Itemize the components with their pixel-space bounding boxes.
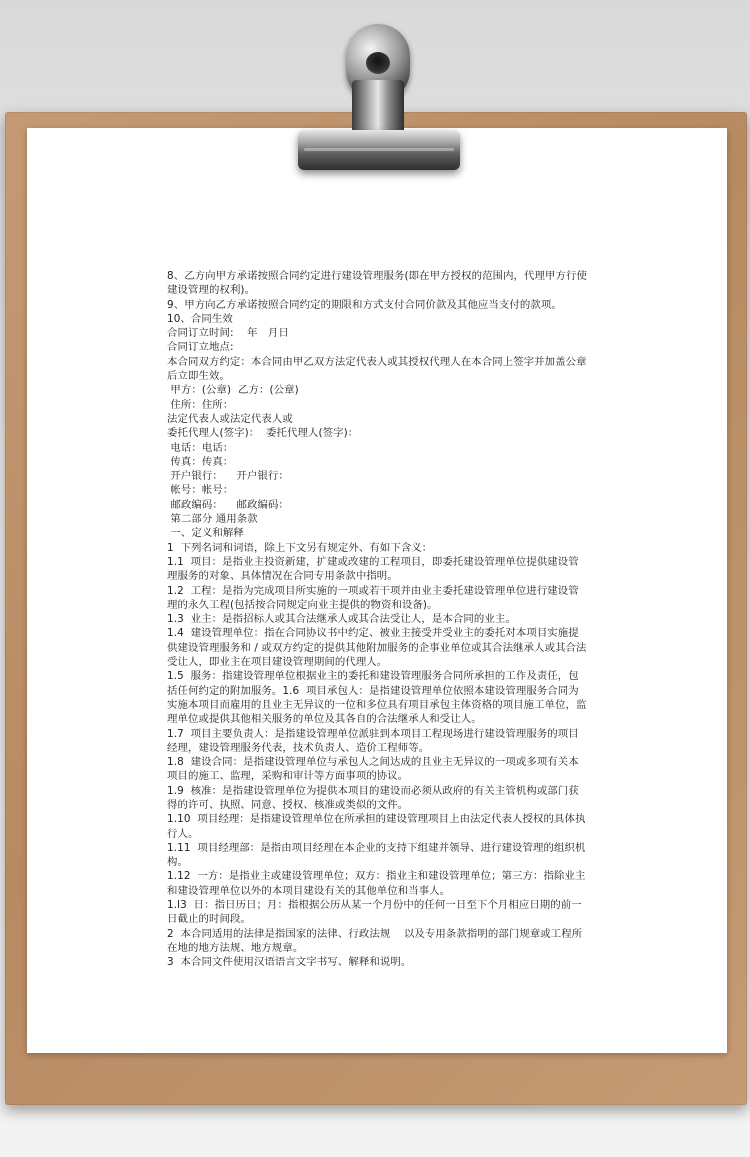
clause-1-9: 1.9 核准：是指建设管理单位为提供本项目的建设而必须从政府的有关主管机构或部门获得的许可、执照、同意、授权、核准或类似的文件。 (167, 784, 579, 811)
clause-1: 1 下列名词和词语，除上下文另有规定外、有如下含义： (167, 541, 433, 554)
clause-3: 3 本合同文件使用汉语语言文字书写、解释和说明。 (167, 956, 412, 969)
clause-1-1: 1.1 项目：是指业主投资新建，扩建或改建的工程项目，即委托建设管理单位提供建设管理服务的对象、具体情况在合同专用条款中指明。 (167, 555, 579, 583)
part-two-heading: 第二部分 通用条款 (167, 513, 258, 526)
clause-1-11: 1.11 项目经理部：是指由项目经理在本企业的支持下组建并领导、进行建设管理的组织机构。 (167, 841, 586, 869)
phone-line: 电话：电话： (167, 441, 234, 454)
clause-10-heading: 10、合同生效 (167, 312, 233, 325)
clause-8: 8、乙方向甲方承诺按照合同约定进行建设管理服务(即在甲方授权的范围内，代理甲方行使建设管理的权利)。 (167, 270, 587, 297)
clause-1-13: 1.l3 日：指日历日；月：指根据公历从某一个月份中的任何一日至下个月相应日期的前一日截止的时间段。 (167, 899, 582, 926)
clause-1-3: 1.3 业主：是指招标人或其合法继承人或其合法受让人，是本合同的业主。 (167, 613, 516, 626)
clause-1-10: 1.10 项目经理：是指建设管理单位在所承担的建设管理项目上由法定代表人授权的具体执行人。 (167, 813, 586, 840)
clause-1-5: 1.5 服务：指建设管理单位根据业主的委托和建设管理服务合同所承担的工作及责任，包括任何约定的附加服务。1.6 项目承包人：是指建设管理单位依照本建设管理服务合同为实施本项目而雇用的且业主无异议的一位和多位具有项目承包主体资格的项目施工单位，监理单位或提供其他相关服务的单位及其各自的合法继承人和受让人。 (167, 670, 587, 726)
clause-1-8: 1.8 建设合同：是指建设管理单位与承包人之间达成的且业主无异议的一项或多项有关本项目的施工、监理，采购和审计等方面事项的协议。 (167, 756, 579, 783)
clause-1-4: 1.4 建设管理单位：指在合同协议书中约定、被业主接受并受业主的委托对本项目实施提供建设管理服务和 / 或双方约定的提供其他附加服务的企事业单位或其合法继承人或其合法受让人，即业主在项目建设管理期间的代理人。 (167, 627, 587, 669)
bank-line: 开户银行： 开户银行： (167, 470, 289, 483)
clip-hole (366, 52, 390, 74)
contract-date-line: 合同订立时间: 年 月日 (167, 327, 289, 340)
agent-signature-line: 委托代理人(签字)： 委托代理人(签字)： (167, 427, 359, 440)
clause-1-2: 1.2 工程：是指为完成项目所实施的一项或若干项并由业主委托建设管理单位进行建设管理的永久工程(包括按合同规定向业主提供的物资和设备)。 (167, 584, 579, 611)
account-line: 帐号：帐号： (167, 484, 234, 497)
party-seal-line: 甲方：(公章) 乙方：(公章) (167, 384, 299, 397)
document-body (167, 269, 587, 970)
address-line: 住所：住所： (167, 398, 234, 411)
clip-plate (298, 130, 460, 170)
legal-rep-line: 法定代表人或法定代表人或 (167, 412, 293, 425)
clause-1-7: 1.7 项目主要负责人：是指建设管理单位派驻到本项目工程现场进行建设管理服务的项目经理，建设管理服务代表，技术负责人、造价工程师等。 (167, 727, 579, 754)
clause-9: 9、甲方向乙方承诺按照合同约定的期限和方式支付合同价款及其他应当支付的款项。 (167, 298, 562, 311)
clause-2: 2 本合同适用的法律是指国家的法律、行政法规 以及专用条款指明的部门规章或工程所在地的地方法规、地方规章。 (167, 927, 583, 954)
clip-neck (352, 80, 404, 136)
contract-place-line: 合同订立地点: (167, 341, 234, 354)
definitions-heading: 一、定义和解释 (167, 527, 244, 540)
clause-1-12: 1.12 一方：是指业主或建设管理单位；双方：指业主和建设管理单位；第三方：指除业主和建设管理单位以外的本项目建设有关的其他单位和当事人。 (167, 870, 586, 897)
postcode-line: 邮政编码： 邮政编码： (167, 498, 289, 511)
fax-line: 传真：传真： (167, 455, 234, 468)
effective-clause: 本合同双方约定：本合同由甲乙双方法定代表人或其授权代理人在本合同上签字并加盖公章后立即生效。 (167, 355, 587, 383)
